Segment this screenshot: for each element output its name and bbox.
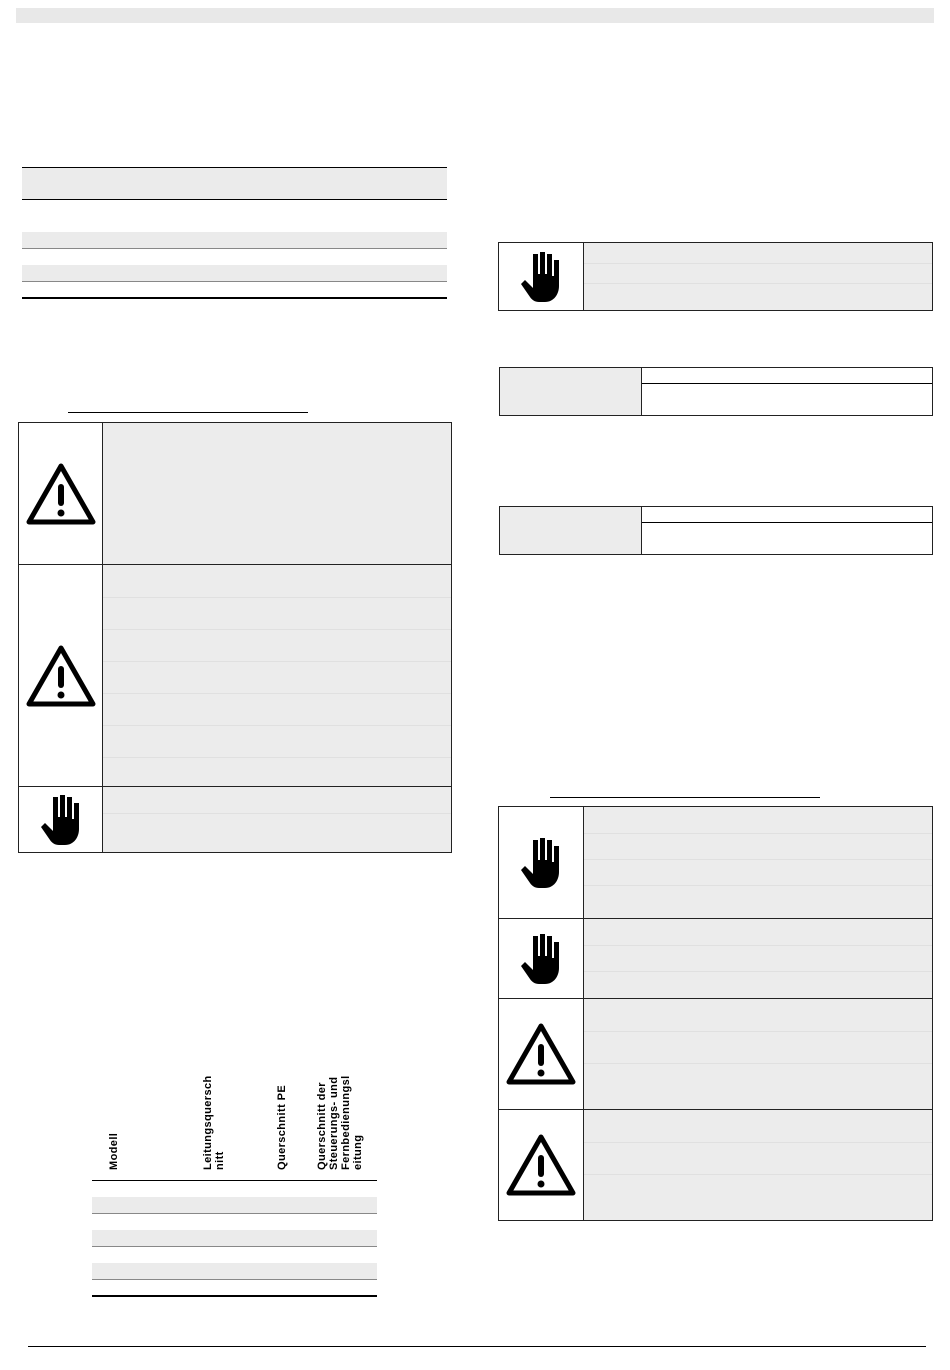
warning-cell — [19, 423, 103, 565]
stop-hand-icon — [519, 932, 563, 986]
table-bottom-rule — [22, 297, 447, 299]
table-row — [92, 1197, 377, 1213]
warning-cell — [499, 999, 584, 1110]
safety-notice-box — [498, 806, 933, 1221]
warning-text-cell — [584, 999, 932, 1110]
table-row — [22, 265, 447, 281]
table-row — [22, 232, 447, 248]
col-header-modell: Modell — [108, 1132, 120, 1170]
info-table-label-cell — [500, 368, 642, 415]
table-top-rule — [92, 1180, 377, 1181]
col-header-querschnitt-pe: Querschnitt PE — [276, 1084, 288, 1170]
stop-cell — [19, 787, 103, 852]
table-row — [92, 1263, 377, 1279]
warning-triangle-icon — [25, 462, 97, 526]
safety-notice-box — [18, 422, 452, 853]
stop-cell — [499, 919, 584, 999]
warning-triangle-icon — [505, 1022, 577, 1086]
col-header-leitungsquerschnitt: Leitungsquersch nitt — [202, 1075, 226, 1170]
info-table-divider — [642, 383, 932, 384]
info-table — [499, 506, 933, 555]
info-table — [499, 367, 933, 416]
warning-text-cell — [103, 423, 451, 565]
stop-text-cell — [584, 807, 932, 919]
table-row — [92, 1230, 377, 1246]
stop-text-cell — [584, 243, 932, 310]
stop-cell — [499, 243, 584, 310]
stop-hand-icon — [519, 250, 563, 304]
table-row-rule — [92, 1246, 377, 1247]
stop-text-cell — [584, 919, 932, 999]
section-heading-underline — [550, 797, 820, 798]
table-header-rule — [22, 199, 447, 200]
table-row-rule — [92, 1279, 377, 1280]
table-row-rule — [22, 248, 447, 249]
warning-triangle-icon — [505, 1133, 577, 1197]
footer-rule — [28, 1346, 926, 1347]
warning-text-cell — [584, 1110, 932, 1220]
warning-cell — [499, 1110, 584, 1220]
warning-text-cell — [103, 565, 451, 787]
stop-cell — [499, 807, 584, 919]
table-bottom-rule — [92, 1295, 377, 1297]
info-table-divider — [642, 522, 932, 523]
section-heading-underline — [68, 412, 308, 413]
stop-hand-icon — [39, 793, 83, 847]
table-row-rule — [92, 1213, 377, 1214]
warning-triangle-icon — [25, 644, 97, 708]
table-row-rule — [22, 281, 447, 282]
stop-text-cell — [103, 787, 451, 852]
table-header-row — [22, 168, 447, 199]
info-table-label-cell — [500, 507, 642, 554]
stop-notice-box — [498, 242, 933, 311]
warning-cell — [19, 565, 103, 787]
stop-hand-icon — [519, 836, 563, 890]
header-bar — [16, 8, 934, 23]
col-header-steuerung: Querschnitt der Steuerungs- und Fernbedienungsl eitung — [316, 1075, 364, 1170]
